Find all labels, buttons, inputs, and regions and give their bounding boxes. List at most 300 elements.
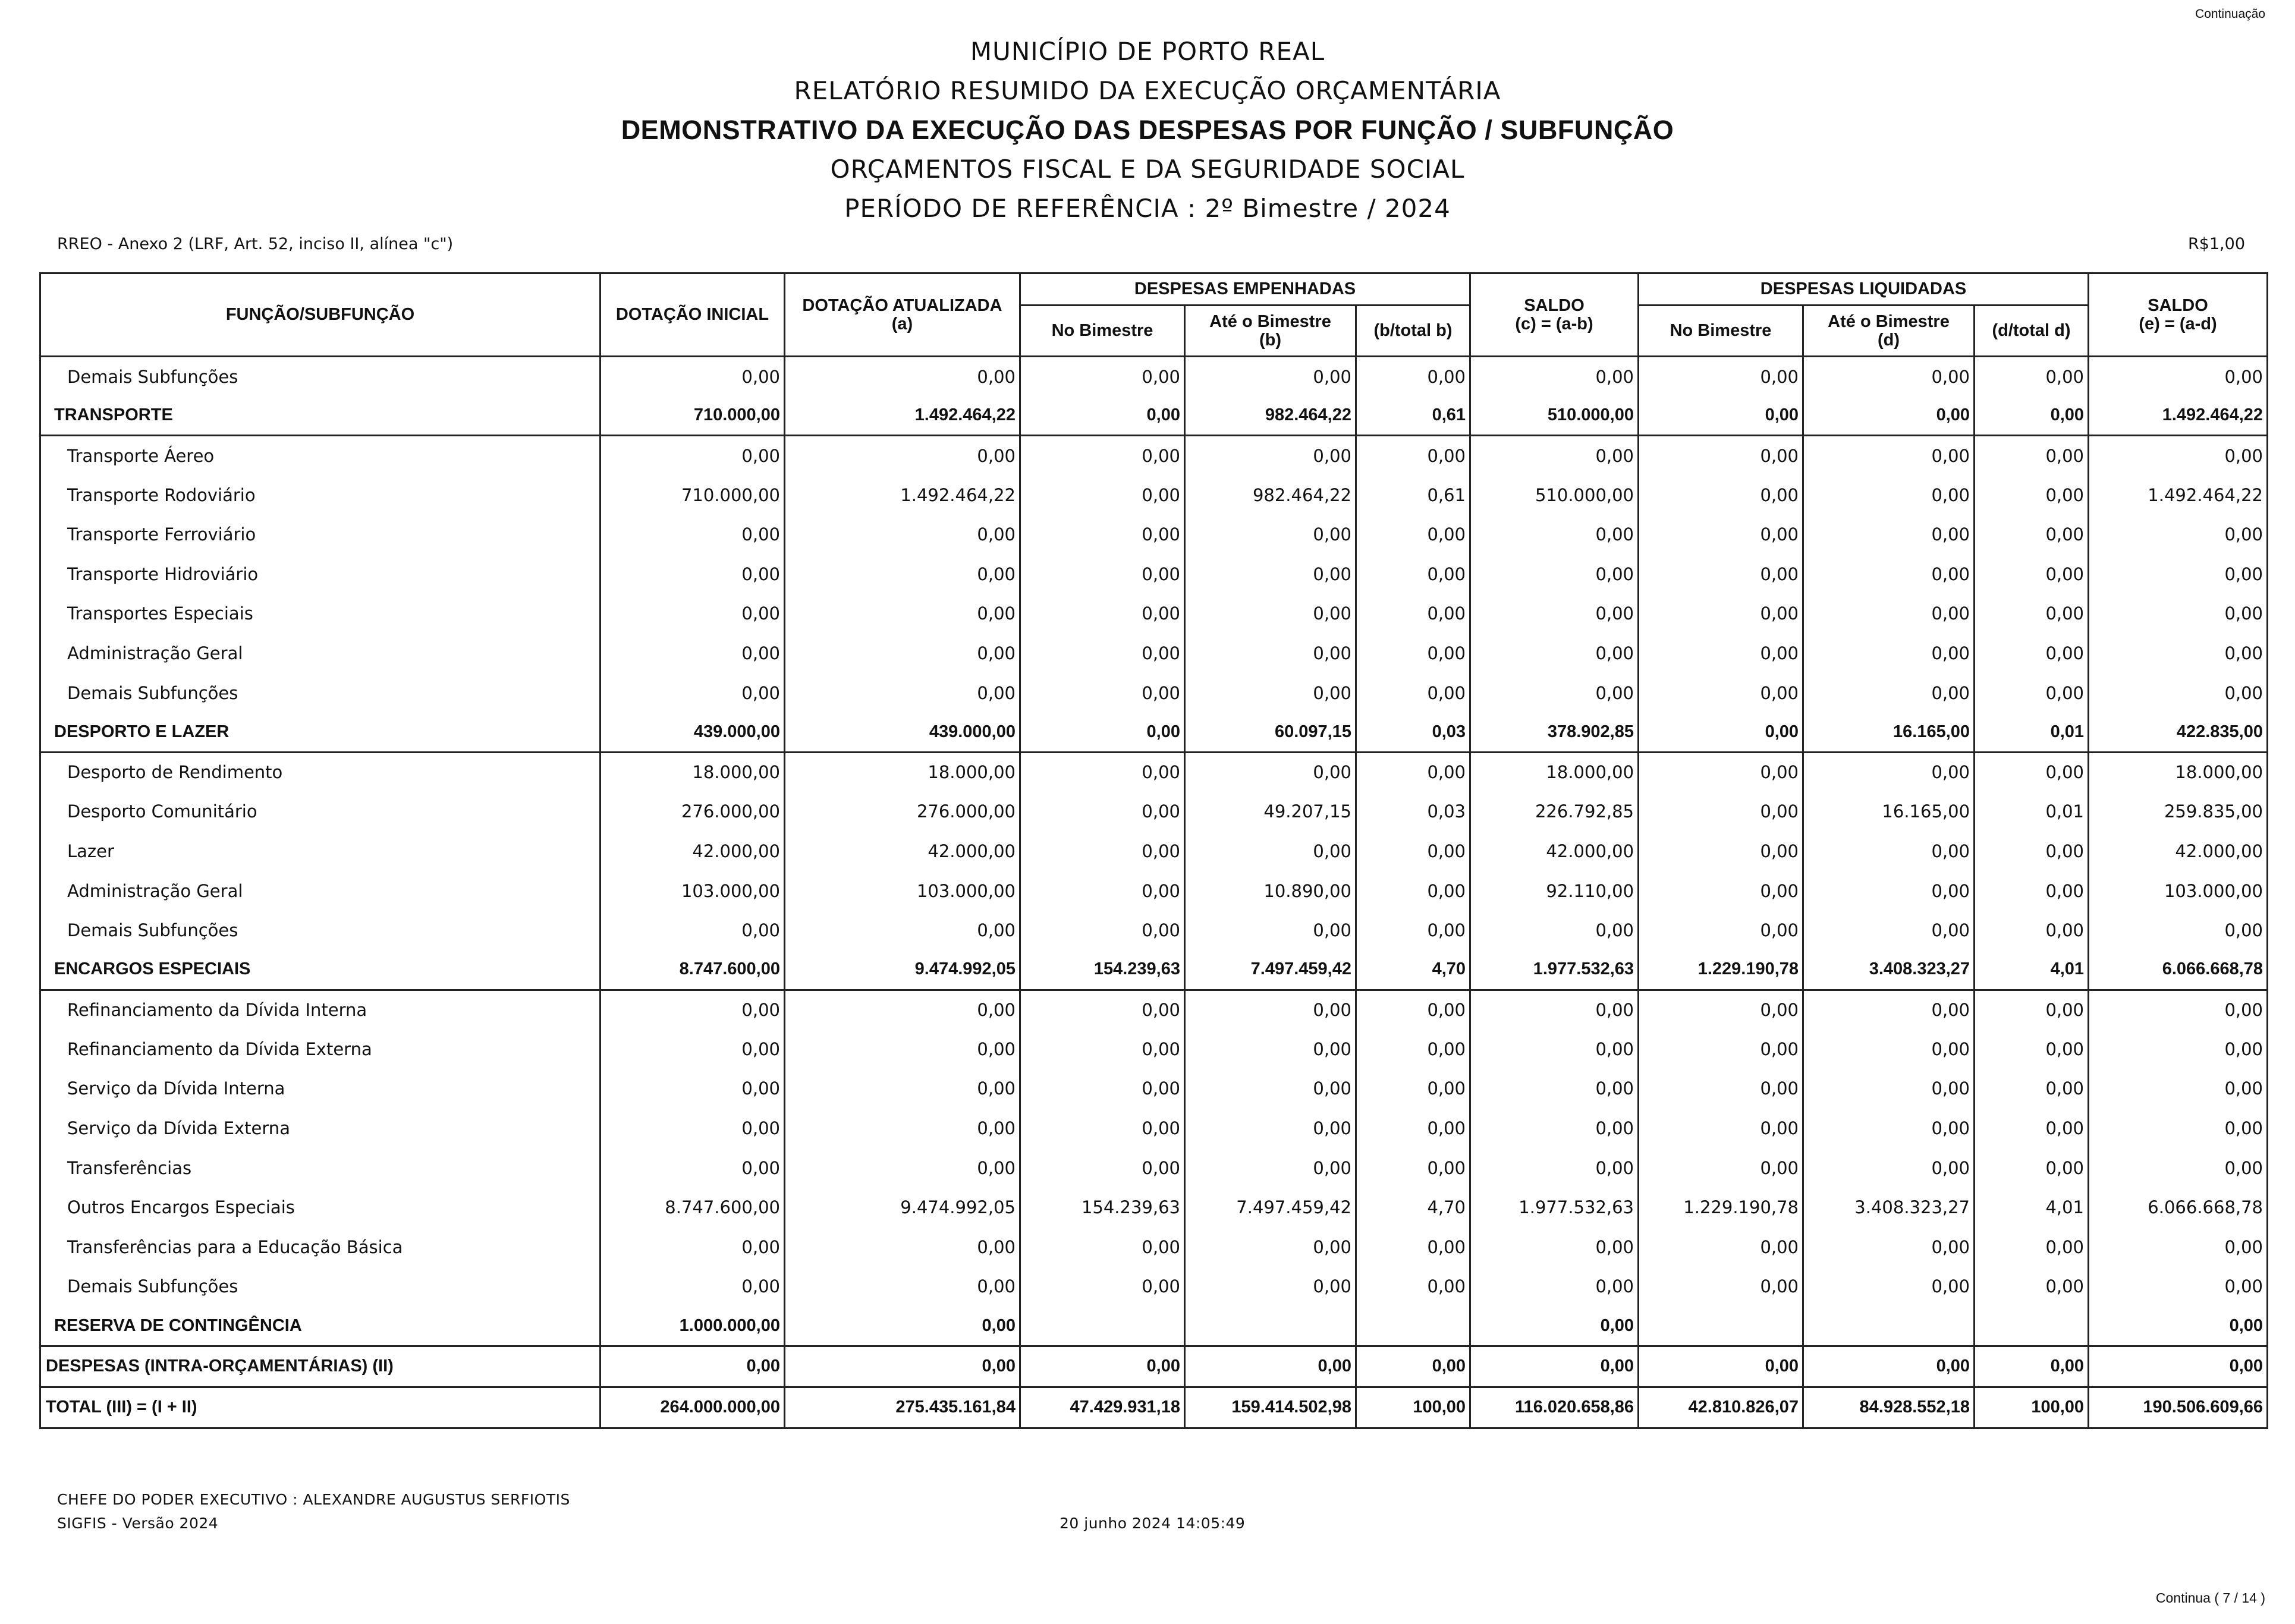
value-cell: 154.239,63 xyxy=(1020,950,1185,990)
dotacao-atualizada-formula: (a) xyxy=(891,314,913,333)
value-cell: 0,00 xyxy=(1020,990,1185,1030)
value-cell: 1.492.464,22 xyxy=(785,475,1020,515)
value-cell: 0,00 xyxy=(1975,1228,2089,1267)
value-cell: 103.000,00 xyxy=(2089,871,2268,911)
col-header-b-total: (b/total b) xyxy=(1356,306,1470,357)
table-body xyxy=(40,357,2268,1428)
value-cell: 0,00 xyxy=(785,1267,1020,1307)
value-cell: 0,00 xyxy=(1803,990,1975,1030)
col-header-emp-no-bimestre: No Bimestre xyxy=(1020,306,1185,357)
period-title: PERÍODO DE REFERÊNCIA : 2º Bimestre / 2024 xyxy=(844,194,1451,223)
subfunction-row xyxy=(40,436,2268,476)
page-counter: Continua ( 7 / 14 ) xyxy=(2155,1590,2265,1606)
value-cell: 0,00 xyxy=(1470,1307,1639,1346)
col-header-liq-ate-bimestre xyxy=(1803,306,1975,357)
value-cell: 0,00 xyxy=(1020,515,1185,555)
value-cell: 0,00 xyxy=(1356,634,1470,673)
value-cell: 1.229.190,78 xyxy=(1639,1188,1803,1228)
row-label: Demais Subfunções xyxy=(40,357,601,396)
value-cell: 7.497.459,42 xyxy=(1185,950,1356,990)
value-cell: 0,00 xyxy=(1356,436,1470,476)
value-cell: 18.000,00 xyxy=(1470,752,1639,792)
row-label: Administração Geral xyxy=(40,634,601,673)
row-label: Desporto Comunitário xyxy=(40,792,601,832)
value-cell: 0,00 xyxy=(1020,554,1185,594)
subfunction-row xyxy=(40,1030,2268,1069)
value-cell: 0,00 xyxy=(1639,515,1803,555)
value-cell: 275.435.161,84 xyxy=(785,1387,1020,1428)
value-cell: 0,00 xyxy=(1185,436,1356,476)
value-cell: 0,00 xyxy=(1975,634,2089,673)
value-cell: 276.000,00 xyxy=(601,792,785,832)
value-cell: 190.506.609,66 xyxy=(2089,1387,2268,1428)
value-cell: 0,00 xyxy=(785,1109,1020,1148)
value-cell: 0,00 xyxy=(601,436,785,476)
value-cell: 0,00 xyxy=(1975,515,2089,555)
col-header-d-total: (d/total d) xyxy=(1975,306,2089,357)
function-row xyxy=(40,396,2268,436)
value-cell: 0,00 xyxy=(1639,911,1803,951)
value-cell: 10.890,00 xyxy=(1185,871,1356,911)
value-cell: 0,00 xyxy=(1470,673,1639,713)
value-cell: 0,00 xyxy=(601,554,785,594)
value-cell: 0,00 xyxy=(601,1228,785,1267)
value-cell: 0,00 xyxy=(1803,357,1975,396)
value-cell: 0,00 xyxy=(601,1030,785,1069)
value-cell: 0,00 xyxy=(2089,911,2268,951)
subfunction-row xyxy=(40,990,2268,1030)
value-cell: 4,70 xyxy=(1356,1188,1470,1228)
row-label: RESERVA DE CONTINGÊNCIA xyxy=(40,1307,601,1346)
value-cell: 0,00 xyxy=(1639,1109,1803,1148)
value-cell: 0,00 xyxy=(1639,713,1803,753)
value-cell: 0,00 xyxy=(2089,1228,2268,1267)
value-cell: 0,00 xyxy=(1356,752,1470,792)
value-cell: 0,00 xyxy=(1470,594,1639,634)
subfunction-row xyxy=(40,1109,2268,1148)
value-cell: 0,61 xyxy=(1356,475,1470,515)
value-cell xyxy=(1639,1307,1803,1346)
value-cell: 0,00 xyxy=(1185,1069,1356,1109)
report-title: RELATÓRIO RESUMIDO DA EXECUÇÃO ORÇAMENTÁRIA xyxy=(794,76,1501,105)
value-cell: 6.066.668,78 xyxy=(2089,950,2268,990)
value-cell: 0,00 xyxy=(1975,1109,2089,1148)
saldo-c-label: SALDO xyxy=(1524,295,1585,315)
subfunction-row xyxy=(40,515,2268,555)
value-cell: 84.928.552,18 xyxy=(1803,1387,1975,1428)
value-cell: 0,00 xyxy=(1020,911,1185,951)
value-cell: 42.000,00 xyxy=(785,832,1020,871)
value-cell: 0,00 xyxy=(1975,1346,2089,1387)
value-cell: 1.492.464,22 xyxy=(2089,396,2268,436)
value-cell: 0,00 xyxy=(1356,1030,1470,1069)
value-cell xyxy=(1975,1307,2089,1346)
value-cell: 0,00 xyxy=(1803,1148,1975,1188)
value-cell xyxy=(1356,1307,1470,1346)
value-cell: 0,00 xyxy=(1639,634,1803,673)
generation-date: 20 junho 2024 14:05:49 xyxy=(1060,1515,1246,1532)
function-row xyxy=(40,1307,2268,1346)
value-cell: 0,03 xyxy=(1356,713,1470,753)
row-label: TRANSPORTE xyxy=(40,396,601,436)
subfunction-row xyxy=(40,475,2268,515)
value-cell: 982.464,22 xyxy=(1185,475,1356,515)
row-label: Transporte Ferroviário xyxy=(40,515,601,555)
value-cell: 0,00 xyxy=(1639,752,1803,792)
subfunction-row xyxy=(40,752,2268,792)
value-cell: 0,00 xyxy=(601,634,785,673)
value-cell: 49.207,15 xyxy=(1185,792,1356,832)
value-cell: 18.000,00 xyxy=(785,752,1020,792)
value-cell: 0,00 xyxy=(1803,396,1975,436)
value-cell: 0,00 xyxy=(1356,1109,1470,1148)
value-cell: 0,01 xyxy=(1975,713,2089,753)
value-cell: 0,00 xyxy=(1020,871,1185,911)
value-cell: 0,00 xyxy=(1356,594,1470,634)
subfunction-row xyxy=(40,634,2268,673)
col-header-emp-ate-bimestre xyxy=(1185,306,1356,357)
value-cell: 60.097,15 xyxy=(1185,713,1356,753)
row-label: Transferências xyxy=(40,1148,601,1188)
value-cell: 0,00 xyxy=(1470,1346,1639,1387)
value-cell: 1.000.000,00 xyxy=(601,1307,785,1346)
value-cell: 0,00 xyxy=(1803,1228,1975,1267)
value-cell: 8.747.600,00 xyxy=(601,950,785,990)
total-row xyxy=(40,1346,2268,1387)
value-cell: 0,00 xyxy=(1639,871,1803,911)
value-cell: 0,00 xyxy=(785,1346,1020,1387)
row-label: Demais Subfunções xyxy=(40,673,601,713)
value-cell: 0,00 xyxy=(1020,594,1185,634)
value-cell: 0,00 xyxy=(785,1069,1020,1109)
value-cell: 439.000,00 xyxy=(601,713,785,753)
value-cell: 0,00 xyxy=(1185,1267,1356,1307)
value-cell: 154.239,63 xyxy=(1020,1188,1185,1228)
report-titles xyxy=(0,32,2295,228)
value-cell: 0,00 xyxy=(1639,594,1803,634)
row-label: Refinanciamento da Dívida Interna xyxy=(40,990,601,1030)
value-cell: 0,00 xyxy=(1470,1228,1639,1267)
value-cell: 0,00 xyxy=(2089,436,2268,476)
value-cell: 0,00 xyxy=(1185,990,1356,1030)
value-cell: 0,00 xyxy=(601,357,785,396)
value-cell: 0,00 xyxy=(785,357,1020,396)
value-cell: 0,00 xyxy=(2089,554,2268,594)
value-cell: 0,00 xyxy=(1470,1148,1639,1188)
value-cell: 0,00 xyxy=(2089,1307,2268,1346)
value-cell: 0,00 xyxy=(1803,1030,1975,1069)
value-cell: 0,00 xyxy=(1803,436,1975,476)
subfunction-row xyxy=(40,1188,2268,1228)
value-cell: 0,00 xyxy=(1639,832,1803,871)
value-cell: 0,00 xyxy=(1356,1267,1470,1307)
value-cell: 0,00 xyxy=(785,634,1020,673)
row-label: DESPORTO E LAZER xyxy=(40,713,601,753)
value-cell: 0,00 xyxy=(1020,357,1185,396)
value-cell: 0,00 xyxy=(1185,1109,1356,1148)
value-cell: 0,00 xyxy=(1185,911,1356,951)
value-cell: 0,00 xyxy=(1975,871,2089,911)
total-row xyxy=(40,1387,2268,1428)
value-cell: 116.020.658,86 xyxy=(1470,1387,1639,1428)
value-cell: 0,00 xyxy=(1639,475,1803,515)
value-cell: 0,00 xyxy=(785,1307,1020,1346)
value-cell: 0,00 xyxy=(1975,436,2089,476)
value-cell: 0,00 xyxy=(785,554,1020,594)
value-cell: 1.492.464,22 xyxy=(785,396,1020,436)
col-header-saldo-c xyxy=(1470,273,1639,357)
value-cell: 0,00 xyxy=(785,1030,1020,1069)
value-cell: 0,00 xyxy=(1639,1030,1803,1069)
value-cell: 0,00 xyxy=(1975,1069,2089,1109)
value-cell: 0,00 xyxy=(1803,871,1975,911)
value-cell: 0,00 xyxy=(1975,673,2089,713)
subfunction-row xyxy=(40,1228,2268,1267)
value-cell: 103.000,00 xyxy=(785,871,1020,911)
value-cell: 0,00 xyxy=(1020,1228,1185,1267)
value-cell: 259.835,00 xyxy=(2089,792,2268,832)
liq-ate-bimestre-d: (d) xyxy=(1878,330,1900,350)
value-cell: 0,00 xyxy=(1020,792,1185,832)
subfunction-row xyxy=(40,1148,2268,1188)
value-cell: 0,00 xyxy=(1975,1148,2089,1188)
value-cell: 0,00 xyxy=(1803,475,1975,515)
value-cell: 0,00 xyxy=(1975,752,2089,792)
subfunction-row xyxy=(40,871,2268,911)
value-cell: 0,00 xyxy=(1020,1030,1185,1069)
value-cell: 0,00 xyxy=(1020,475,1185,515)
value-cell: 710.000,00 xyxy=(601,475,785,515)
value-cell: 226.792,85 xyxy=(1470,792,1639,832)
system-version: SIGFIS - Versão 2024 xyxy=(57,1515,219,1532)
value-cell: 0,00 xyxy=(601,515,785,555)
value-cell: 710.000,00 xyxy=(601,396,785,436)
value-cell: 0,00 xyxy=(601,1346,785,1387)
header-row-top xyxy=(40,273,2268,306)
value-cell: 0,00 xyxy=(1639,436,1803,476)
value-cell: 0,00 xyxy=(1975,832,2089,871)
value-cell: 0,00 xyxy=(1185,634,1356,673)
row-label: DESPESAS (INTRA-ORÇAMENTÁRIAS) (II) xyxy=(40,1346,601,1387)
value-cell: 0,00 xyxy=(1185,357,1356,396)
value-cell: 0,00 xyxy=(1185,832,1356,871)
value-cell: 0,00 xyxy=(1975,911,2089,951)
subfunction-row xyxy=(40,1267,2268,1307)
value-cell: 8.747.600,00 xyxy=(601,1188,785,1228)
liq-ate-bimestre-label: Até o Bimestre xyxy=(1828,311,1950,331)
row-label: Lazer xyxy=(40,832,601,871)
value-cell: 0,00 xyxy=(1803,1267,1975,1307)
value-cell: 4,01 xyxy=(1975,1188,2089,1228)
value-cell: 0,00 xyxy=(1356,871,1470,911)
value-cell: 0,00 xyxy=(1975,396,2089,436)
value-cell: 0,00 xyxy=(1803,634,1975,673)
function-row xyxy=(40,713,2268,753)
value-cell: 0,00 xyxy=(785,594,1020,634)
value-cell: 0,00 xyxy=(1470,1030,1639,1069)
value-cell: 0,00 xyxy=(1470,436,1639,476)
value-cell: 0,00 xyxy=(785,515,1020,555)
value-cell: 0,00 xyxy=(2089,990,2268,1030)
value-cell: 0,00 xyxy=(1470,634,1639,673)
value-cell: 0,00 xyxy=(1356,990,1470,1030)
value-cell: 42.000,00 xyxy=(1470,832,1639,871)
value-cell: 0,00 xyxy=(1356,1069,1470,1109)
value-cell: 0,00 xyxy=(1975,990,2089,1030)
value-cell: 0,00 xyxy=(1975,554,2089,594)
value-cell: 9.474.992,05 xyxy=(785,950,1020,990)
col-header-liq-no-bimestre: No Bimestre xyxy=(1639,306,1803,357)
executive-chief: CHEFE DO PODER EXECUTIVO : ALEXANDRE AUGUSTUS SERFIOTIS xyxy=(57,1491,570,1508)
value-cell: 0,00 xyxy=(1803,673,1975,713)
dotacao-atualizada-label: DOTAÇÃO ATUALIZADA xyxy=(802,295,1002,315)
value-cell: 9.474.992,05 xyxy=(785,1188,1020,1228)
value-cell: 0,00 xyxy=(1639,554,1803,594)
value-cell: 0,00 xyxy=(1470,1267,1639,1307)
value-cell: 0,00 xyxy=(1803,911,1975,951)
value-cell: 0,00 xyxy=(785,436,1020,476)
value-cell: 0,00 xyxy=(1020,1346,1185,1387)
value-cell: 982.464,22 xyxy=(1185,396,1356,436)
value-cell: 0,00 xyxy=(1020,673,1185,713)
row-label: Transporte Rodoviário xyxy=(40,475,601,515)
municipality-title: MUNICÍPIO DE PORTO REAL xyxy=(970,37,1325,66)
value-cell: 0,00 xyxy=(1639,1228,1803,1267)
value-cell: 16.165,00 xyxy=(1803,792,1975,832)
value-cell: 0,00 xyxy=(601,673,785,713)
continuation-label: Continuação xyxy=(2195,7,2265,21)
value-cell: 0,00 xyxy=(1356,673,1470,713)
value-cell: 0,00 xyxy=(2089,1109,2268,1148)
value-cell: 3.408.323,27 xyxy=(1803,950,1975,990)
value-cell xyxy=(1185,1307,1356,1346)
value-cell: 0,00 xyxy=(1356,1346,1470,1387)
value-cell: 0,00 xyxy=(2089,357,2268,396)
value-cell: 6.066.668,78 xyxy=(2089,1188,2268,1228)
value-cell: 0,00 xyxy=(1803,1069,1975,1109)
subfunction-row xyxy=(40,1069,2268,1109)
value-cell: 0,00 xyxy=(2089,1069,2268,1109)
value-cell: 4,70 xyxy=(1356,950,1470,990)
col-header-saldo-e xyxy=(2089,273,2268,357)
value-cell: 0,00 xyxy=(1639,357,1803,396)
value-cell: 422.835,00 xyxy=(2089,713,2268,753)
value-cell: 510.000,00 xyxy=(1470,396,1639,436)
value-cell: 0,00 xyxy=(1356,357,1470,396)
value-cell xyxy=(1020,1307,1185,1346)
row-label: Refinanciamento da Dívida Externa xyxy=(40,1030,601,1069)
subfunction-row xyxy=(40,792,2268,832)
value-cell: 0,00 xyxy=(1470,1069,1639,1109)
value-cell: 16.165,00 xyxy=(1803,713,1975,753)
value-cell: 1.977.532,63 xyxy=(1470,1188,1639,1228)
value-cell: 0,00 xyxy=(1470,357,1639,396)
col-header-liquidadas: DESPESAS LIQUIDADAS xyxy=(1639,273,2089,306)
subfunction-row xyxy=(40,832,2268,871)
value-cell: 0,00 xyxy=(1803,554,1975,594)
value-cell: 0,00 xyxy=(1185,515,1356,555)
value-cell: 0,00 xyxy=(1470,554,1639,594)
value-cell: 0,00 xyxy=(1639,396,1803,436)
subfunction-row xyxy=(40,554,2268,594)
value-cell: 100,00 xyxy=(1356,1387,1470,1428)
value-cell xyxy=(1803,1307,1975,1346)
value-cell: 0,03 xyxy=(1356,792,1470,832)
value-cell: 7.497.459,42 xyxy=(1185,1188,1356,1228)
row-label: Demais Subfunções xyxy=(40,1267,601,1307)
emp-ate-bimestre-b: (b) xyxy=(1259,330,1282,350)
value-cell: 0,00 xyxy=(785,911,1020,951)
value-cell: 1.977.532,63 xyxy=(1470,950,1639,990)
subfunction-row xyxy=(40,357,2268,396)
value-cell: 0,00 xyxy=(601,1267,785,1307)
value-cell: 0,61 xyxy=(1356,396,1470,436)
value-cell: 0,00 xyxy=(1185,594,1356,634)
value-cell: 0,00 xyxy=(785,990,1020,1030)
value-cell: 18.000,00 xyxy=(2089,752,2268,792)
value-cell: 0,00 xyxy=(1803,1109,1975,1148)
value-cell: 0,00 xyxy=(1803,752,1975,792)
value-cell: 1.492.464,22 xyxy=(2089,475,2268,515)
value-cell: 264.000.000,00 xyxy=(601,1387,785,1428)
value-cell: 0,00 xyxy=(1020,713,1185,753)
value-cell: 0,00 xyxy=(1020,1069,1185,1109)
value-cell: 0,00 xyxy=(1470,990,1639,1030)
value-cell: 0,00 xyxy=(1020,436,1185,476)
saldo-c-formula: (c) = (a-b) xyxy=(1515,314,1593,333)
value-cell: 0,00 xyxy=(2089,673,2268,713)
value-cell: 0,00 xyxy=(1639,1148,1803,1188)
value-cell: 0,00 xyxy=(1975,1267,2089,1307)
row-label: Transferências para a Educação Básica xyxy=(40,1228,601,1267)
row-label: Transporte Áereo xyxy=(40,436,601,476)
value-cell: 0,00 xyxy=(1639,1346,1803,1387)
value-cell: 42.000,00 xyxy=(2089,832,2268,871)
row-label: Serviço da Dívida Externa xyxy=(40,1109,601,1148)
value-cell: 0,00 xyxy=(1356,911,1470,951)
value-cell: 0,00 xyxy=(2089,634,2268,673)
row-label: Transporte Hidroviário xyxy=(40,554,601,594)
value-cell: 0,00 xyxy=(1020,396,1185,436)
value-cell: 0,01 xyxy=(1975,792,2089,832)
value-cell: 92.110,00 xyxy=(1470,871,1639,911)
value-cell: 439.000,00 xyxy=(785,713,1020,753)
value-cell: 0,00 xyxy=(2089,1346,2268,1387)
value-cell: 0,00 xyxy=(785,1148,1020,1188)
value-cell: 0,00 xyxy=(1356,1148,1470,1188)
row-label: Outros Encargos Especiais xyxy=(40,1188,601,1228)
value-cell: 0,00 xyxy=(1975,594,2089,634)
row-label: Desporto de Rendimento xyxy=(40,752,601,792)
value-cell: 0,00 xyxy=(1185,752,1356,792)
value-cell: 0,00 xyxy=(1185,554,1356,594)
value-cell: 0,00 xyxy=(1470,1109,1639,1148)
value-cell: 276.000,00 xyxy=(785,792,1020,832)
subfunction-row xyxy=(40,673,2268,713)
value-cell: 159.414.502,98 xyxy=(1185,1387,1356,1428)
currency-unit: R$1,00 xyxy=(2187,235,2245,253)
value-cell: 47.429.931,18 xyxy=(1020,1387,1185,1428)
col-header-empenhadas: DESPESAS EMPENHADAS xyxy=(1020,273,1470,306)
value-cell: 0,00 xyxy=(601,594,785,634)
value-cell: 42.810.826,07 xyxy=(1639,1387,1803,1428)
value-cell: 0,00 xyxy=(1020,832,1185,871)
value-cell: 4,01 xyxy=(1975,950,2089,990)
emp-ate-bimestre-label: Até o Bimestre xyxy=(1209,311,1331,331)
value-cell: 0,00 xyxy=(1020,634,1185,673)
value-cell: 0,00 xyxy=(1356,832,1470,871)
col-header-funcao: FUNÇÃO/SUBFUNÇÃO xyxy=(40,273,601,357)
